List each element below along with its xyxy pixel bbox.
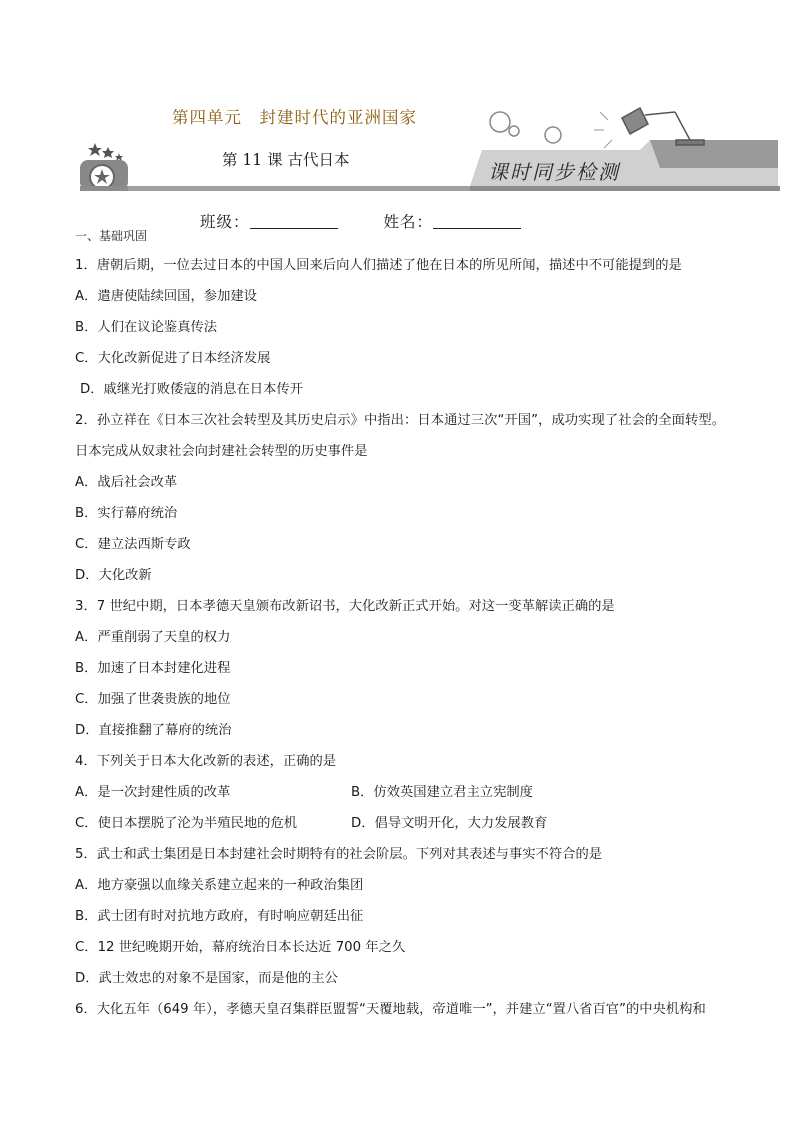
question-stem: 4．下列关于日本大化改新的表述，正确的是 [75, 754, 337, 769]
question-stem: 2．孙立祥在《日本三次社会转型及其历史启示》中指出：日本通过三次“开国”，成功实现了社会的全面转型。日本完成从奴隶社会向封建社会转型的历史事件是 [75, 413, 725, 459]
option: A．地方豪强以血缘关系建立起来的一种政治集团 [75, 878, 364, 893]
option: C．大化改新促进了日本经济发展 [75, 351, 271, 366]
question-1 [75, 250, 725, 405]
option: B．加速了日本封建化进程 [75, 661, 231, 676]
option-row [75, 777, 725, 808]
unit-title: 第四单元 封建时代的亚洲国家 [172, 108, 417, 127]
option: B．实行幕府统治 [75, 506, 178, 521]
option: D．大化改新 [75, 568, 152, 583]
question-content [75, 228, 725, 1025]
option: B．仿效英国建立君主立宪制度 [351, 785, 533, 800]
option: D．倡导文明开化，大力发展教育 [351, 816, 548, 831]
question-6 [75, 994, 725, 1025]
option: A．严重削弱了天皇的权力 [75, 630, 231, 645]
question-stem: 5．武士和武士集团是日本封建社会时期特有的社会阶层。下列对其表述与事实不符合的是 [75, 847, 603, 862]
option: C．使日本摆脱了沦为半殖民地的危机 [75, 816, 298, 831]
option-row [75, 808, 725, 839]
star-icon [115, 153, 123, 161]
badge-text: 课时同步检测 [488, 160, 620, 184]
question-2 [75, 405, 725, 591]
page-header [0, 0, 794, 205]
option: D．戚继光打败倭寇的消息在日本传开 [80, 382, 303, 397]
option: A．战后社会改革 [75, 475, 178, 490]
desk-lamp-icon [622, 108, 704, 145]
question-5 [75, 839, 725, 994]
option: C．12 世纪晚期开始，幕府统治日本长达近 700 年之久 [75, 940, 406, 955]
option: C．建立法西斯专政 [75, 537, 191, 552]
class-blank[interactable] [250, 214, 338, 229]
header-banner-graphic [0, 0, 794, 205]
name-label: 姓名： [383, 213, 434, 231]
question-stem: 6．大化五年（649 年），孝德天皇召集群臣盟誓“天覆地载，帝道唯一”，并建立“置八省百官”的中央机构和 [75, 1002, 706, 1017]
question-4 [75, 746, 725, 839]
question-3 [75, 591, 725, 746]
lesson-title: 第 11 课 古代日本 [222, 151, 350, 169]
option: B．武士团有时对抗地方政府，有时响应朝廷出征 [75, 909, 364, 924]
option: B．人们在议论鉴真传法 [75, 320, 218, 335]
question-stem: 1．唐朝后期，一位去过日本的中国人回来后向人们描述了他在日本的所见所闻，描述中不可能提到的是 [75, 258, 682, 273]
class-label: 班级： [200, 213, 250, 231]
question-stem: 3．7 世纪中期，日本孝德天皇颁布改新诏书，大化改新正式开始。对这一变革解读正确的是 [75, 599, 615, 614]
star-icon [88, 143, 102, 156]
option: A．遣唐使陆续回国，参加建设 [75, 289, 257, 304]
option: D．直接推翻了幕府的统治 [75, 723, 232, 738]
option: C．加强了世袭贵族的地位 [75, 692, 231, 707]
option: A．是一次封建性质的改革 [75, 785, 231, 800]
option: D．武士效忠的对象不是国家，而是他的主公 [75, 971, 338, 986]
name-blank[interactable] [433, 214, 521, 229]
section-title: 一、基础巩固 [75, 229, 148, 243]
star-icon [102, 147, 114, 158]
